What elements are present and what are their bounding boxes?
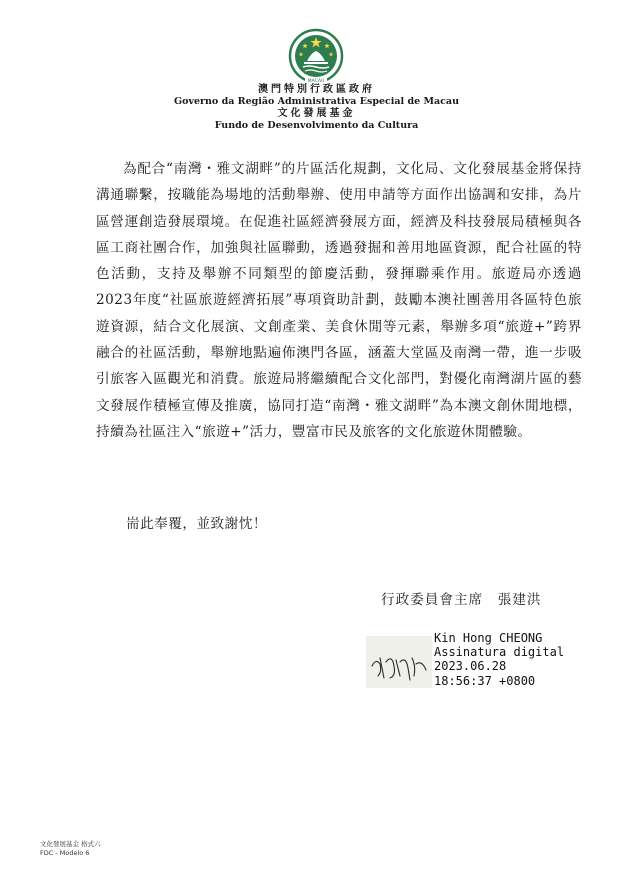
form-label-zh: 文化發展基金 格式六	[40, 840, 101, 848]
macau-emblem	[288, 28, 344, 84]
signer-title-name: 行政委員會主席 張建洪	[381, 592, 542, 608]
svg-text:MACAU: MACAU	[307, 79, 325, 84]
digital-signature-label: Assinatura digital	[434, 645, 565, 660]
fund-name-zh: 文化發展基金	[277, 108, 356, 119]
signature-date: 2023.06.28	[434, 659, 507, 674]
signer-latin-name: Kin Hong CHEONG	[434, 631, 543, 645]
body-paragraph: 為配合“南灣・雅文湖畔”的片區活化規劃，文化局、文化發展基金將保持溝通聯繫，按職能為場地的活動舉辦、使用申請等方面作出協調和安排，為片區營運創造發展環境。在促進社區經濟發展方面，經濟及科技發展局積極與各區工商社團合作，加強與社區聯動，透過發掘和善用地區資源，配合社區的特色活動，支持及舉辦不同類型的節慶活動，發揮聯乘作用。旅遊局亦透過2023年度“社區旅遊經濟拓展”專項資助計劃，鼓勵本澳社團善用各區特色旅遊資源，結合文化展演、文創產業、美食休閒等元素，舉辦多項“旅遊+”跨界融合的社區活動，舉辦地點遍佈澳門各區，涵蓋大堂區及南灣一帶，進一步吸引旅客入區觀光和消費。旅遊局將繼續配合文化部門，對優化南灣湖片區的藝文發展作積極宣傳及推廣，協同打造“南灣・雅文湖畔”為本澳文創休閒地標，持續為社區注入“旅遊+”活力，豐富市民及旅客的文化旅遊休閒體驗。	[96, 161, 582, 440]
form-label-pt: FDC - Modelo 6	[40, 848, 90, 857]
letterhead	[0, 84, 633, 132]
closing-remark: 耑此奉覆，並致謝忱！	[126, 516, 267, 532]
fund-name-pt: Fundo de Desenvolvimento da Cultura	[214, 120, 419, 131]
digital-signature-block	[434, 631, 564, 688]
form-footer	[40, 840, 101, 857]
government-name-zh: 澳門特別行政區政府	[258, 84, 375, 95]
government-name-pt: Governo da Região Administrativa Especial de Macau	[174, 96, 459, 107]
handwritten-signature	[366, 636, 432, 688]
signature-time: 18:56:37 +0800	[434, 673, 536, 688]
